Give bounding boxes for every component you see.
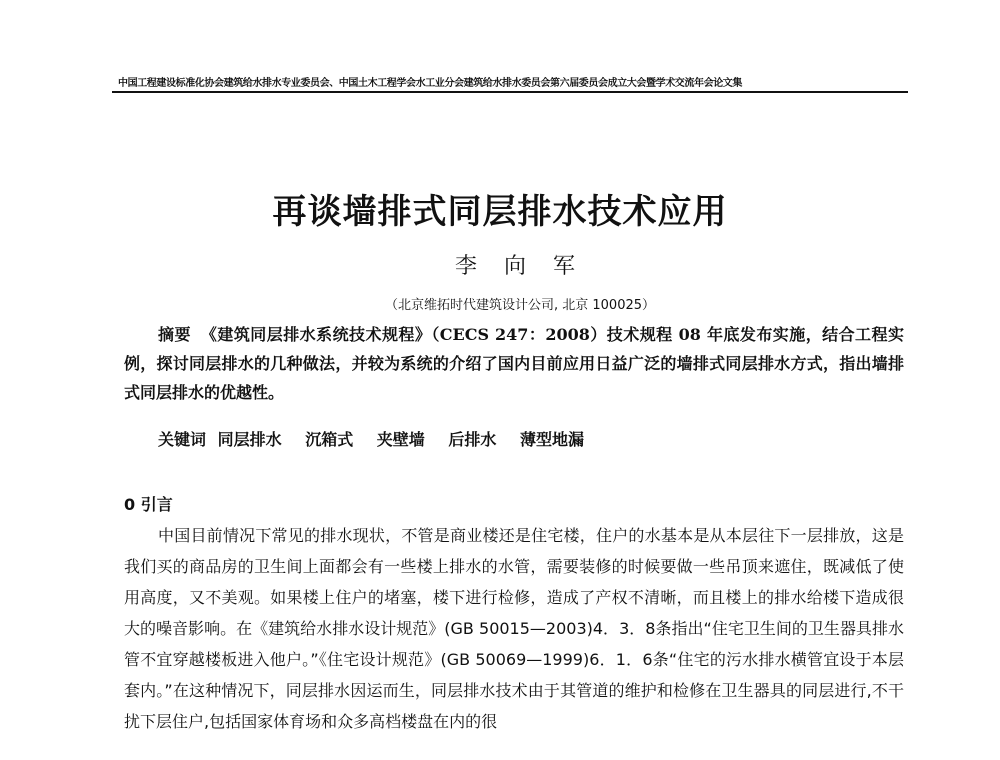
keyword-item: 薄型地漏 (519, 430, 584, 449)
keywords-label: 关键词 (158, 430, 207, 449)
keyword-item: 同层排水 (217, 430, 282, 449)
header-rule (112, 91, 908, 93)
running-header: 中国工程建设标准化协会建筑给水排水专业委员会、中国土木工程学会水工业分会建筑给水排水委员会第六届委员会成立大会暨学术交流年会论文集 (118, 78, 742, 89)
author-name: 李 向 军 (455, 254, 585, 279)
section-heading: 0 引言 (124, 495, 173, 514)
abstract-text: 《建筑同层排水系统技术规程》（CECS 247：2008）技术规程 08 年底发布实施，结合工程实例，探讨同层排水的几种做法，并较为系统的介绍了国内目前应用日益广泛的墙排式同层排水方式，指出墙排式同层排水的优越性。 (124, 325, 904, 402)
keyword-item: 后排水 (448, 430, 497, 449)
abstract (124, 320, 904, 407)
body-paragraph: 中国目前情况下常见的排水现状，不管是商业楼还是住宅楼，住户的水基本是从本层往下一层排放，这是我们买的商品房的卫生间上面都会有一些楼上排水的水管，需要装修的时候要做一些吊顶来遮住，既减低了使用高度，又不美观。如果楼上住户的堵塞，楼下进行检修，造成了产权不清晰，而且楼上的排水给楼下造成很大的噪音影响。在《建筑给水排水设计规范》(GB 50015—2003)4．3．8条指出“住宅卫生间的卫生器具排水管不宜穿越楼板进入他户。”《住宅设计规范》(GB 50069—1999)6．1．6条“住宅的污水排水横管宜设于本层套内。”在这种情况下，同层排水因运而生，同层排水技术由于其管道的维护和检修在卫生器具的同层进行,不干扰下层住户,包括国家体育场和众多高档楼盘在内的很 (124, 526, 904, 731)
abstract-label: 摘要 (158, 325, 191, 344)
keyword-item: 沉箱式 (305, 430, 354, 449)
author-affiliation: （北京维拓时代建筑设计公司, 北京 100025） (384, 298, 656, 313)
keyword-item: 夹壁墙 (376, 430, 425, 449)
keywords (158, 427, 898, 450)
paper-title: 再谈墙排式同层排水技术应用 (272, 192, 728, 232)
